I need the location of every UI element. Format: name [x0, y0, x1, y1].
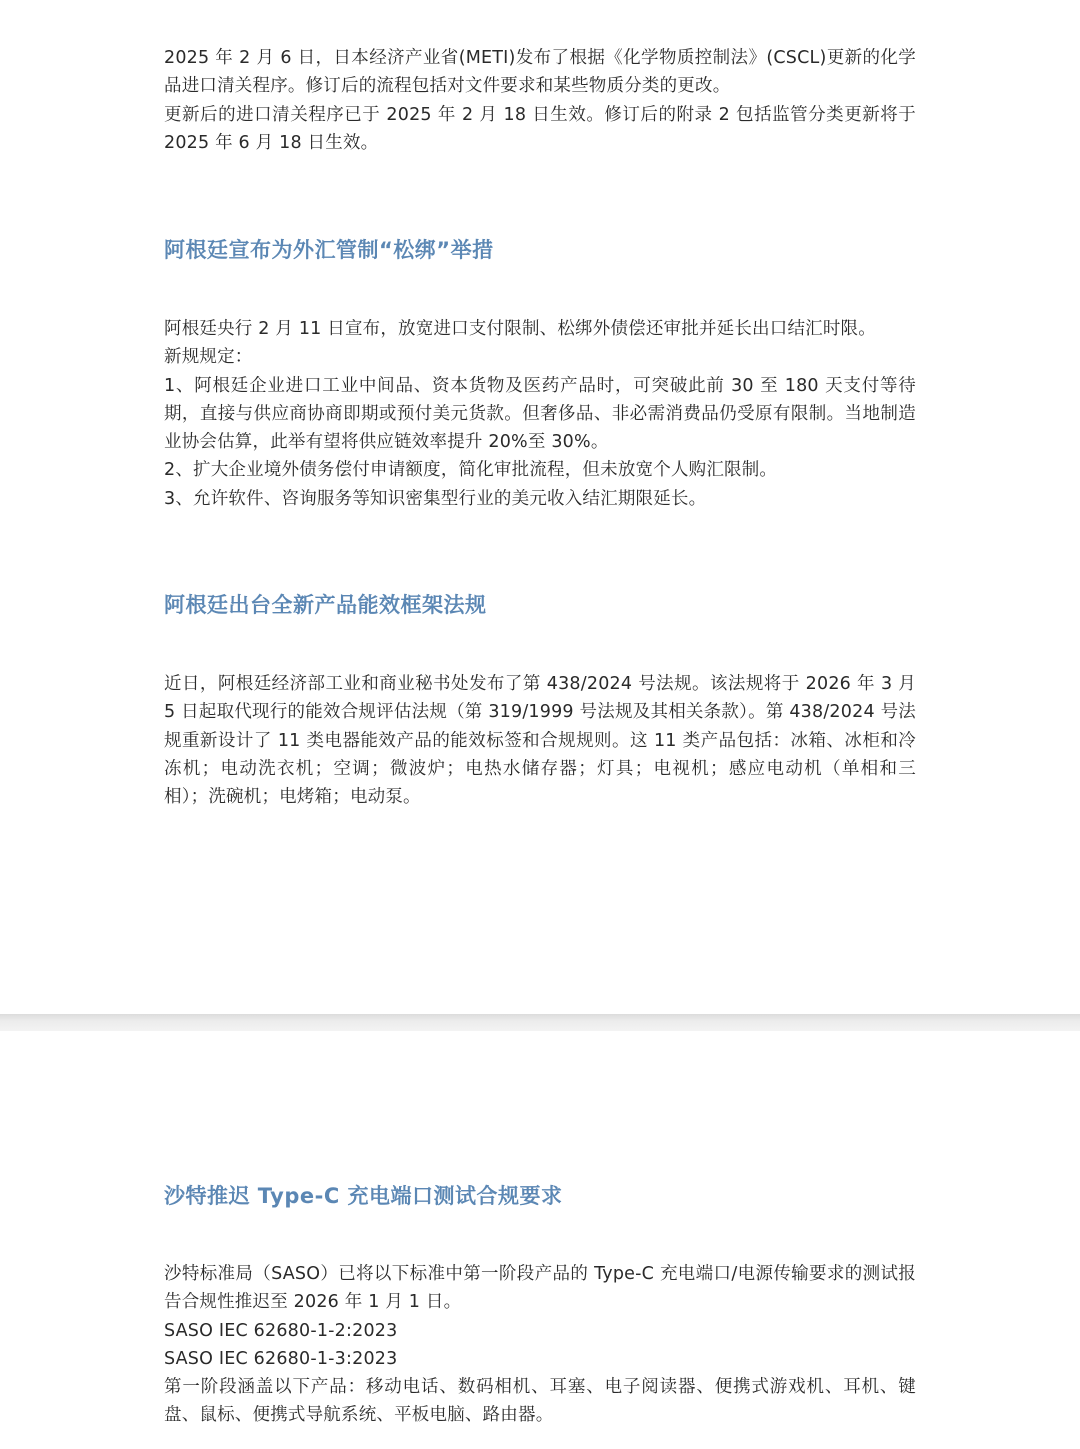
section-heading: 阿根廷宣布为外汇管制“松绑”举措 — [164, 238, 494, 262]
body-paragraph: 阿根廷央行 2 月 11 日宣布，放宽进口支付限制、松绑外债偿还审批并延长出口结汇时限。 — [164, 319, 876, 339]
list-item: 1、阿根廷企业进口工业中间品、资本货物及医药产品时，可突破此前 30 至 180 天支付等待期，直接与供应商协商即期或预付美元货款。但奢侈品、非必需消费品仍受原有限制。当地制造业协会估算，此举有望将供应链效率提升 20%至 30%。 — [164, 375, 916, 453]
document-page-2 — [0, 1031, 1080, 1449]
section-saudi-body — [164, 1260, 916, 1430]
section-argentina-fx-body — [164, 315, 916, 513]
section-heading: 阿根廷出台全新产品能效框架法规 — [164, 593, 487, 617]
page-separator — [0, 1014, 1080, 1031]
intro-paragraph: 更新后的进口清关程序已于 2025 年 2 月 18 日生效。修订后的附录 2 包括监管分类更新将于 2025 年 6 月 18 日生效。 — [164, 104, 916, 153]
list-item: 3、允许软件、咨询服务等知识密集型行业的美元收入结汇期限延长。 — [164, 488, 707, 509]
intro-paragraph: 2025 年 2 月 6 日，日本经济产业省(METI)发布了根据《化学物质控制法》(CSCL)更新的化学品进口清关程序。修订后的流程包括对文件要求和某些物质分类的更改。 — [164, 48, 916, 97]
intro-block — [164, 44, 916, 157]
list-item: 2、扩大企业境外债务偿付申请额度，简化审批流程，但未放宽个人购汇限制。 — [164, 460, 778, 481]
body-paragraph: 新规规定： — [164, 347, 253, 368]
section-saudi — [164, 1181, 916, 1211]
standard-code: SASO IEC 62680-1-3:2023 — [164, 1348, 398, 1369]
body-paragraph: 近日，阿根廷经济部工业和商业秘书处发布了第 438/2024 号法规。该法规将于 2026 年 3 月 5 日起取代现行的能效合规评估法规（第 319/1999 号法规及其相关条款）。第 438/2024 号法规重新设计了 11 类电器能效产品的能效标签和合规规则。这 11 类产品包括：冰箱、冰柜和冷冻机；电动洗衣机；空调；微波炉；电热水储存器；灯具；电视机；感应电动机（单相和三相）；洗碗机；电烤箱；电动泵。 — [164, 674, 916, 808]
body-paragraph: 第一阶段涵盖以下产品：移动电话、数码相机、耳塞、电子阅读器、便携式游戏机、耳机、键盘、鼠标、便携式导航系统、平板电脑、路由器。 — [164, 1377, 916, 1426]
body-paragraph: 沙特标准局（SASO）已将以下标准中第一阶段产品的 Type-C 充电端口/电源传输要求的测试报告合规性推迟至 2026 年 1 月 1 日。 — [164, 1264, 916, 1313]
standard-code: SASO IEC 62680-1-2:2023 — [164, 1320, 398, 1341]
section-argentina-energy — [164, 590, 916, 620]
section-argentina-energy-body — [164, 670, 916, 811]
section-argentina-fx — [164, 235, 916, 265]
section-heading: 沙特推迟 Type-C 充电端口测试合规要求 — [164, 1184, 563, 1208]
